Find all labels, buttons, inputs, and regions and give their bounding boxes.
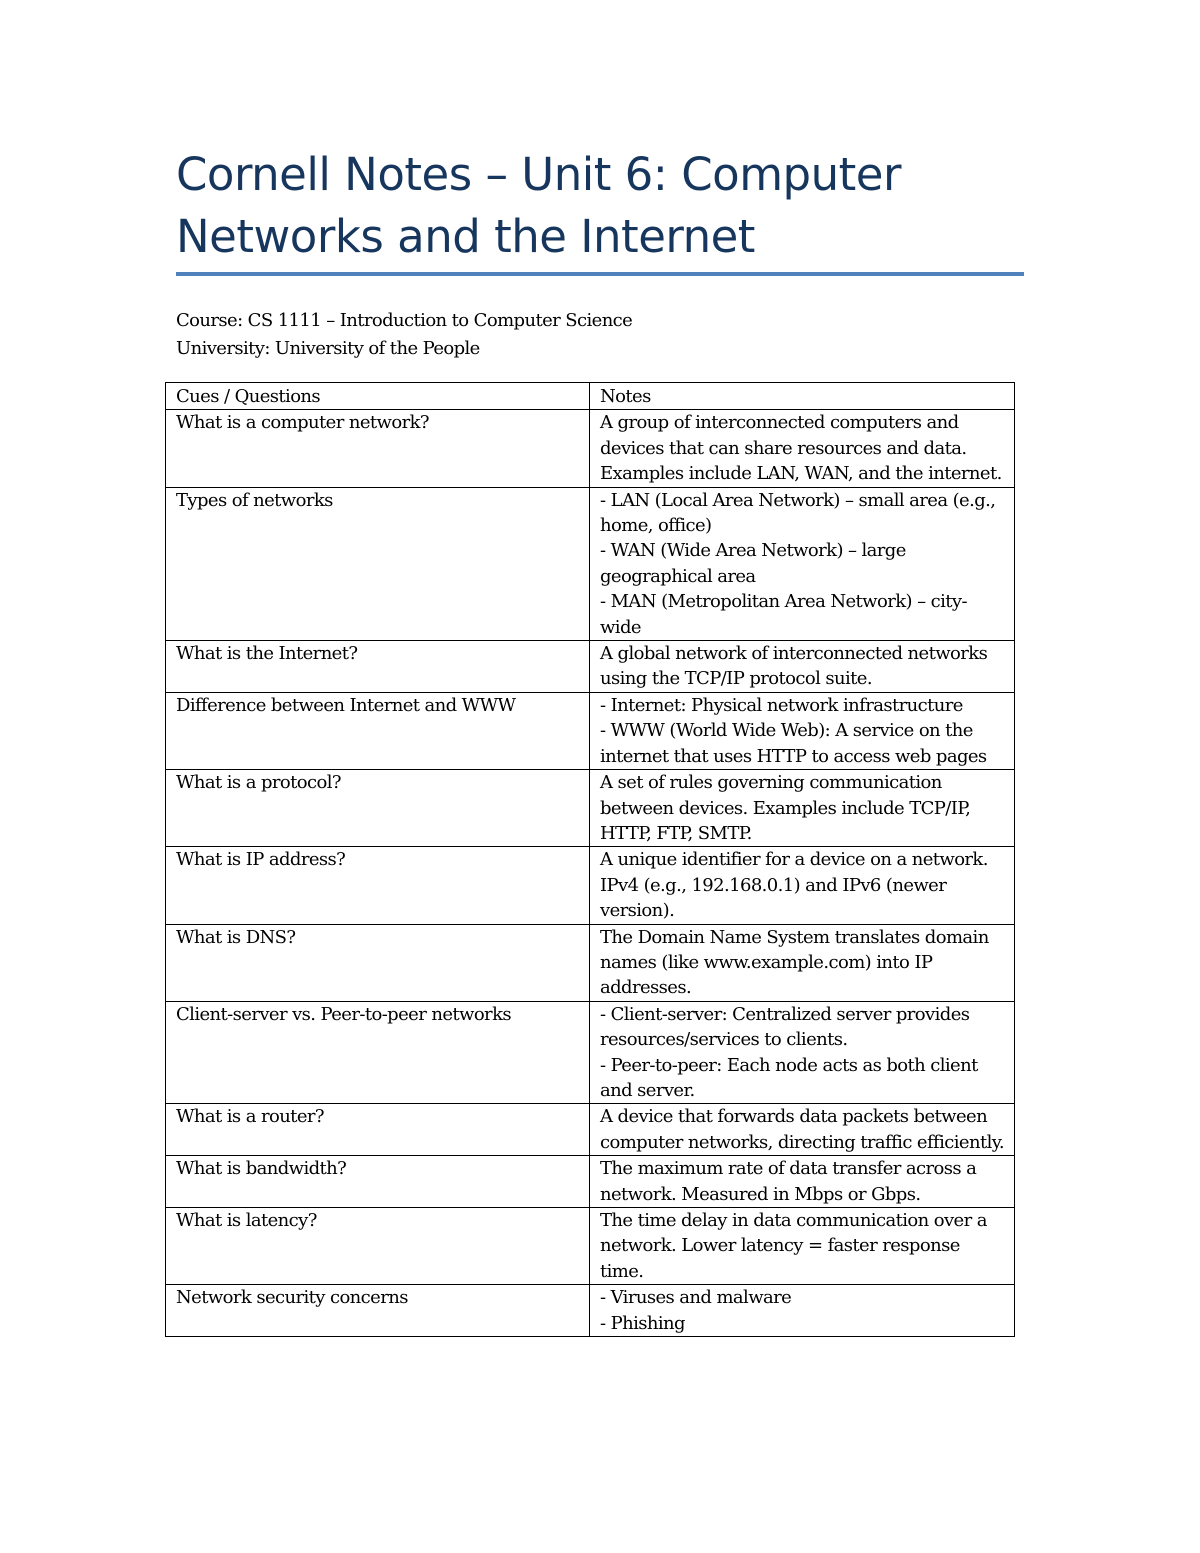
title-underline bbox=[176, 272, 1024, 276]
cue-cell: What is a router? bbox=[166, 1104, 590, 1156]
note-line: - Phishing bbox=[600, 1312, 685, 1334]
notes-cell bbox=[590, 1001, 1015, 1104]
notes-cell bbox=[590, 1104, 1015, 1156]
table-row bbox=[166, 1156, 1015, 1208]
table-row bbox=[166, 1001, 1015, 1104]
table-body bbox=[166, 410, 1015, 1337]
note-line: A set of rules governing communication between devices. Examples include TCP/IP, HTTP, FTP, SMTP. bbox=[600, 772, 971, 844]
notes-cell bbox=[590, 487, 1015, 640]
table-header-row bbox=[166, 383, 1015, 410]
note-line: - Peer-to-peer: Each node acts as both client and server. bbox=[600, 1054, 978, 1101]
notes-cell bbox=[590, 847, 1015, 924]
table-row bbox=[166, 924, 1015, 1001]
cue-cell: What is a computer network? bbox=[166, 410, 590, 487]
note-line: - WWW (World Wide Web): A service on the internet that uses HTTP to access web pages bbox=[600, 720, 987, 767]
header-cues: Cues / Questions bbox=[166, 383, 590, 410]
note-line: - LAN (Local Area Network) – small area (e.g., home, office) bbox=[600, 489, 996, 537]
notes-cell bbox=[590, 410, 1015, 487]
table-row bbox=[166, 692, 1015, 769]
note-line: The maximum rate of data transfer across a network. Measured in Mbps or Gbps. bbox=[600, 1158, 977, 1205]
header-notes: Notes bbox=[590, 383, 1015, 410]
course-line: Course: CS 1111 – Introduction to Computer Science bbox=[176, 310, 633, 331]
table-row bbox=[166, 641, 1015, 693]
note-line: - Internet: Physical network infrastructure bbox=[600, 694, 963, 716]
note-line: - MAN (Metropolitan Area Network) – city-wide bbox=[600, 591, 967, 638]
notes-cell bbox=[590, 641, 1015, 693]
cornell-notes-table bbox=[165, 382, 1015, 1337]
table-row bbox=[166, 410, 1015, 487]
cue-cell: What is IP address? bbox=[166, 847, 590, 924]
cue-cell: Client-server vs. Peer-to-peer networks bbox=[166, 1001, 590, 1104]
cue-cell: Types of networks bbox=[166, 487, 590, 640]
note-line: A global network of interconnected networks using the TCP/IP protocol suite. bbox=[600, 643, 988, 690]
cue-cell: What is DNS? bbox=[166, 924, 590, 1001]
cue-cell: What is bandwidth? bbox=[166, 1156, 590, 1208]
table-row bbox=[166, 1208, 1015, 1285]
note-line: A device that forwards data packets between computer networks, directing traffic efficiently. bbox=[600, 1106, 1005, 1153]
table-row bbox=[166, 487, 1015, 640]
notes-cell bbox=[590, 770, 1015, 847]
table-row bbox=[166, 1104, 1015, 1156]
note-line: A unique identifier for a device on a network. IPv4 (e.g., 192.168.0.1) and IPv6 (newer version). bbox=[600, 849, 988, 922]
table-row bbox=[166, 847, 1015, 924]
cue-cell: Difference between Internet and WWW bbox=[166, 692, 590, 769]
university-line: University: University of the People bbox=[176, 338, 480, 359]
table-row bbox=[166, 1285, 1015, 1337]
note-line: - WAN (Wide Area Network) – large geographical area bbox=[600, 540, 906, 587]
notes-cell bbox=[590, 1208, 1015, 1285]
notes-cell bbox=[590, 924, 1015, 1001]
table-row bbox=[166, 770, 1015, 847]
notes-cell bbox=[590, 1156, 1015, 1208]
cue-cell: Network security concerns bbox=[166, 1285, 590, 1337]
cue-cell: What is latency? bbox=[166, 1208, 590, 1285]
cue-cell: What is the Internet? bbox=[166, 641, 590, 693]
cue-cell: What is a protocol? bbox=[166, 770, 590, 847]
note-line: A group of interconnected computers and devices that can share resources and data. Examples include LAN, WAN, and the internet. bbox=[600, 412, 1002, 485]
notes-cell bbox=[590, 692, 1015, 769]
page-title: Cornell Notes – Unit 6: Computer Networks and the Internet bbox=[176, 148, 901, 263]
note-line: - Viruses and malware bbox=[600, 1287, 792, 1309]
note-line: The time delay in data communication over a network. Lower latency = faster response time. bbox=[600, 1210, 987, 1282]
note-line: The Domain Name System translates domain names (like www.example.com) into IP addresses. bbox=[600, 926, 989, 999]
document-meta bbox=[176, 307, 632, 363]
note-line: - Client-server: Centralized server provides resources/services to clients. bbox=[600, 1003, 970, 1051]
notes-cell bbox=[590, 1285, 1015, 1337]
